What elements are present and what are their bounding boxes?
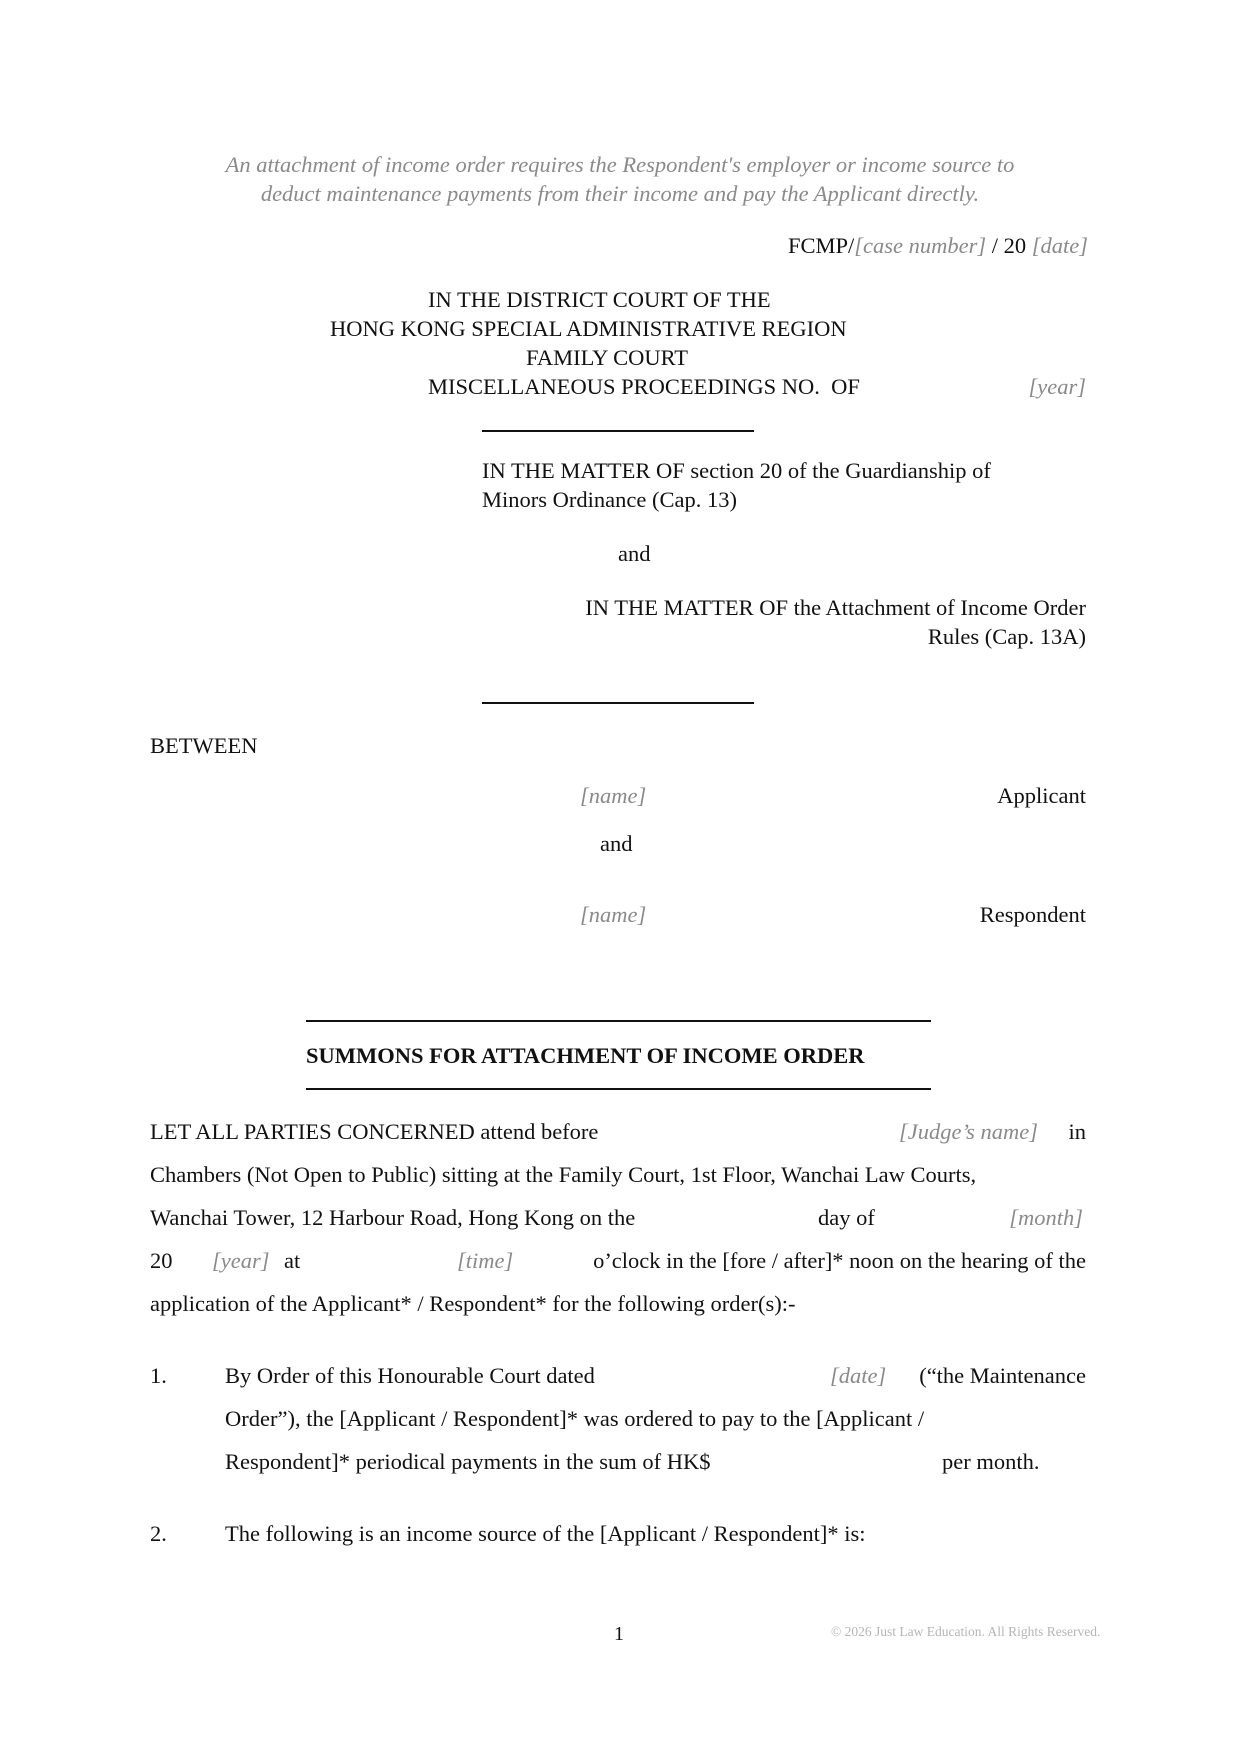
- court-line-2: HONG KONG SPECIAL ADMINISTRATIVE REGION: [330, 316, 847, 341]
- item-1-line-1-text: By Order of this Honourable Court dated: [225, 1363, 595, 1388]
- court-year-placeholder: [year]: [1028, 374, 1086, 399]
- body-day-of: day of: [818, 1205, 875, 1230]
- body-line-5: application of the Applicant* / Respondent* for the following order(s):-: [150, 1291, 796, 1316]
- intro-note-line-1: An attachment of income order requires the Respondent's employer or income source to: [225, 152, 1015, 177]
- divider-rule-1: [482, 430, 754, 432]
- applicant-label: Applicant: [997, 783, 1086, 808]
- judge-name-placeholder: [Judge’s name]: [899, 1119, 1038, 1144]
- time-placeholder: [time]: [457, 1248, 514, 1273]
- parties-and: and: [600, 831, 633, 856]
- case-reference: [788, 232, 1088, 259]
- year-placeholder: [year]: [212, 1248, 270, 1273]
- item-2-text: The following is an income source of the [Applicant / Respondent]* is:: [225, 1521, 866, 1546]
- between-label: BETWEEN: [150, 733, 258, 758]
- body-line-2: Chambers (Not Open to Public) sitting at the Family Court, 1st Floor, Wanchai Law Courts,: [150, 1162, 977, 1187]
- court-line-1: IN THE DISTRICT COURT OF THE: [428, 287, 771, 312]
- body-line-3-text: Wanchai Tower, 12 Harbour Road, Hong Kong on the: [150, 1205, 636, 1230]
- body-line-4-20: 20: [150, 1248, 173, 1273]
- case-ref-middle: / 20: [986, 233, 1032, 258]
- matter-1-line-1: IN THE MATTER OF section 20 of the Guardianship of: [482, 458, 991, 483]
- applicant-name-placeholder: [name]: [580, 783, 647, 808]
- case-ref-prefix: FCMP/: [787, 233, 855, 258]
- intro-note: [150, 150, 1090, 208]
- body-line-4-rest: o’clock in the [fore / after]* noon on the hearing of the: [593, 1248, 1086, 1273]
- respondent-label: Respondent: [979, 902, 1086, 927]
- body-line-1-end: in: [1068, 1119, 1086, 1144]
- court-line-4: MISCELLANEOUS PROCEEDINGS NO. OF: [428, 374, 860, 399]
- matters-and: and: [618, 541, 651, 566]
- summons-title: SUMMONS FOR ATTACHMENT OF INCOME ORDER: [306, 1043, 865, 1068]
- page-number: 1: [614, 1623, 624, 1645]
- title-rule-top: [306, 1020, 931, 1022]
- item-1-date-placeholder: [date]: [830, 1363, 887, 1388]
- item-1-line-2: Order”), the [Applicant / Respondent]* was ordered to pay to the [Applicant /: [225, 1406, 925, 1431]
- matter-2-line-1: IN THE MATTER OF the Attachment of Income Order: [585, 595, 1086, 620]
- title-rule-bottom: [306, 1088, 931, 1090]
- item-1-line-3-text: Respondent]* periodical payments in the sum of HK$: [225, 1449, 711, 1474]
- matter-1-line-2: Minors Ordinance (Cap. 13): [482, 487, 737, 512]
- copyright-notice: © 2026 Just Law Education. All Rights Reserved.: [831, 1624, 1101, 1639]
- case-number-placeholder: [case number]: [854, 233, 987, 258]
- case-date-placeholder: [date]: [1031, 233, 1088, 258]
- item-1-line-1-end: (“the Maintenance: [919, 1363, 1086, 1388]
- respondent-name-placeholder: [name]: [580, 902, 647, 927]
- item-1-number: 1.: [150, 1363, 167, 1388]
- intro-note-line-2: deduct maintenance payments from their income and pay the Applicant directly.: [260, 181, 980, 206]
- court-line-3: FAMILY COURT: [526, 345, 689, 370]
- body-line-4-at: at: [284, 1248, 301, 1273]
- body-line-1-text: LET ALL PARTIES CONCERNED attend before: [150, 1119, 599, 1144]
- item-1-line-3-end: per month.: [942, 1449, 1040, 1474]
- month-placeholder: [month]: [1009, 1205, 1083, 1230]
- divider-rule-2: [482, 702, 754, 704]
- item-2-number: 2.: [150, 1521, 167, 1546]
- matter-2-line-2: Rules (Cap. 13A): [927, 624, 1086, 649]
